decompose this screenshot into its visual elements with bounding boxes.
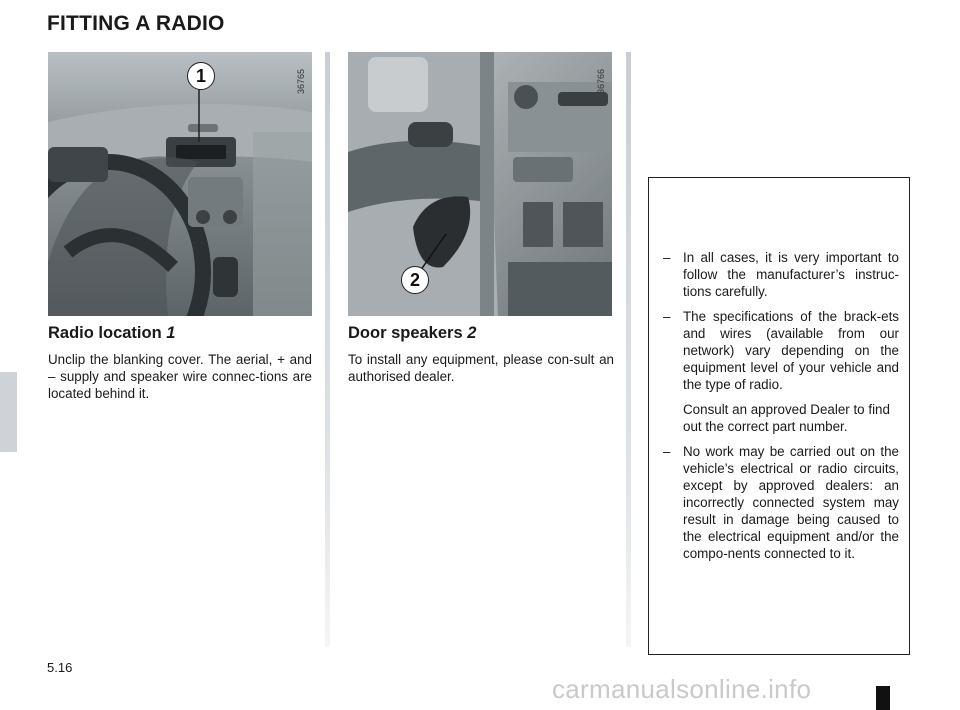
radio-location-ref: 1 bbox=[166, 324, 176, 342]
note-item bbox=[663, 443, 899, 562]
note-dash: – bbox=[663, 309, 671, 324]
chapter-tab bbox=[0, 372, 17, 452]
note-text: The specifications of the brack-ets and wires (available from our network) vary depending on the equipment level of your vehicle and the type of radio. bbox=[683, 309, 899, 392]
door-speakers-title: Door speakers bbox=[348, 324, 463, 342]
warning-note-box bbox=[648, 177, 910, 655]
note-item bbox=[663, 308, 899, 393]
note-dash: – bbox=[663, 444, 671, 459]
column-divider-right bbox=[626, 52, 631, 647]
door-speaker-photo bbox=[348, 52, 612, 316]
column-divider-left bbox=[325, 52, 330, 647]
radio-location-heading bbox=[48, 324, 175, 343]
door-speakers-text: To install any equipment, please con-sult an authorised dealer. bbox=[348, 352, 614, 384]
watermark: carmanualsonline.info bbox=[552, 674, 812, 704]
page-end-marker bbox=[876, 686, 890, 710]
door-speakers-heading bbox=[348, 324, 476, 343]
page-title: FITTING A RADIO bbox=[47, 12, 225, 35]
radio-location-photo bbox=[48, 52, 312, 316]
note-text: In all cases, it is very important to follow the manufacturer’s instruc-tions carefully. bbox=[683, 250, 899, 299]
callout-2: 2 bbox=[401, 266, 429, 294]
note-paragraph: Consult an approved Dealer to find out the correct part number. bbox=[683, 402, 890, 434]
callout-1: 1 bbox=[187, 62, 215, 90]
note-text: No work may be carried out on the vehicle’s electrical or radio circuits, except by approved dealers: an incorrectly connected system may result in damage being caused to the electrical equipment and/or the compo-nents connected to it. bbox=[683, 444, 899, 561]
note-list bbox=[663, 249, 899, 570]
figure-code: 36766 bbox=[596, 68, 606, 94]
door-speakers-ref: 2 bbox=[467, 324, 477, 342]
radio-location-text: Unclip the blanking cover. The aerial, + and – supply and speaker wire connec-tions are located behind it. bbox=[48, 352, 312, 401]
note-item bbox=[663, 249, 899, 300]
note-dash: – bbox=[663, 250, 671, 265]
figure-code: 36765 bbox=[296, 68, 306, 94]
radio-location-title: Radio location bbox=[48, 324, 162, 342]
page-number: 5.16 bbox=[47, 660, 73, 675]
